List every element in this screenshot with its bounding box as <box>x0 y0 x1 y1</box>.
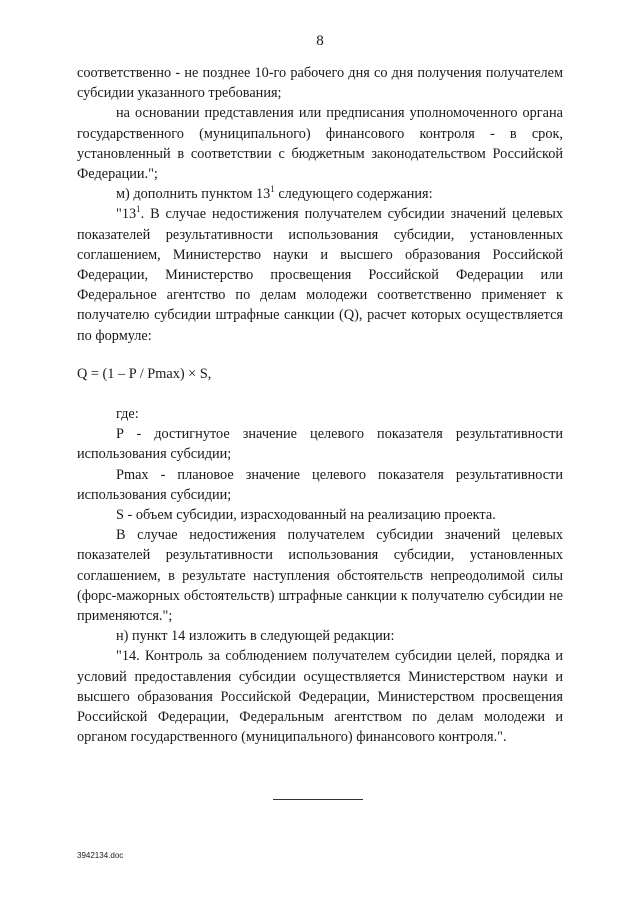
item-m-text-tail: следующего содержания: <box>274 186 433 203</box>
footer-file-name: 3942134.doc <box>77 851 124 860</box>
paragraph-force-majeure: В случае недостижения получателем субсидии значений целевых показателей результативности использования субсидии, установленных соглашением, в результате наступления обстоятельств непреодолимой силы (форс-мажорных обстоятельств) штрафные санкции к получателю субсидии не применяются."; <box>77 527 563 625</box>
item-m-superscript: 1 <box>270 184 275 195</box>
end-divider <box>273 799 363 800</box>
penalty-formula: Q = (1 – P / Pmax) × S, <box>77 365 212 382</box>
paragraph-13-1 <box>77 204 563 345</box>
clause-13-1-superscript: 1 <box>136 204 141 215</box>
item-m-text: м) дополнить пунктом 13 <box>116 186 271 203</box>
clause-13-1-number: "13 <box>116 206 137 223</box>
definition-p: P - достигнутое значение целевого показателя результативности использования субсидии; <box>77 426 563 463</box>
definition-s: S - объем субсидии, израсходованный на реализацию проекта. <box>116 507 496 524</box>
paragraph-item-m <box>77 184 563 204</box>
page-number: 8 <box>316 33 324 49</box>
clause-13-1-text: . В случае недостижения получателем субсидии значений целевых показателей результативности использования субсидии, установленных соглашением, Министерство науки и высшего образования Российской Федерации, Министерство просвещения Российской Федерации или Федеральное агентство по делам молодежи соответственно применяет к получателю субсидии штрафные санкции (Q), расчет которых осуществляется по формуле: <box>77 206 563 344</box>
paragraph-item-n: н) пункт 14 изложить в следующей редакции: <box>116 628 395 645</box>
paragraph-14: "14. Контроль за соблюдением получателем субсидии целей, порядка и условий предоставления субсидии осуществляется Министерством науки и высшего образования Российской Федерации, Министерством просвещения Российской Федерации, Федеральным агентством по делам молодежи и органом государственного (муниципального) финансового контроля.". <box>77 648 563 746</box>
definition-pmax: Pmax - плановое значение целевого показателя результативности использования субсидии; <box>77 466 563 503</box>
paragraph-control-order: на основании представления или предписания уполномоченного органа государственного (муниципального) финансового контроля - в срок, установленный в соответствии с бюджетным законодательством Российской Федерации."; <box>77 105 563 183</box>
document-body <box>77 63 563 748</box>
where-label: где: <box>116 406 139 423</box>
paragraph-deadline: соответственно - не позднее 10-го рабочего дня со дня получения получателем субсидии указанного требования; <box>77 65 563 102</box>
